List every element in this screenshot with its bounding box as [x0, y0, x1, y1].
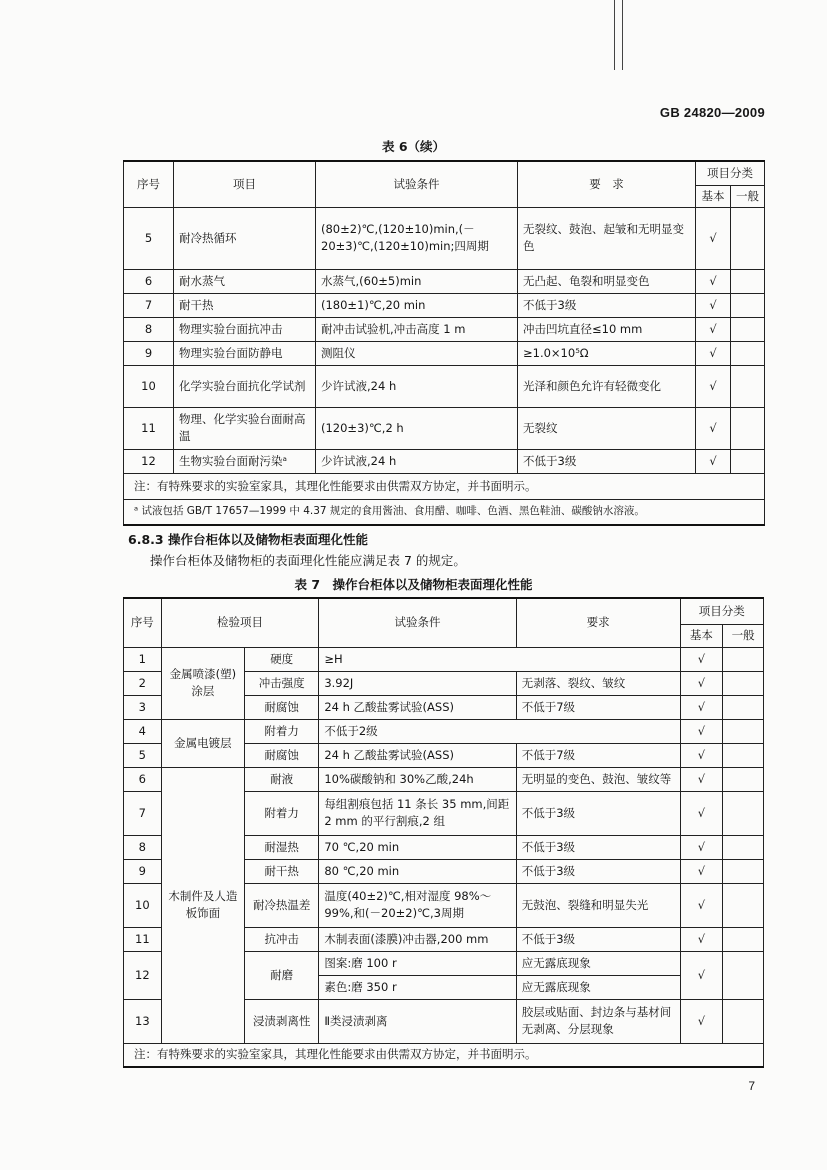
- cell-subitem: 耐腐蚀: [245, 695, 319, 719]
- check-general: [731, 317, 765, 341]
- table-row: [124, 767, 764, 791]
- check-basic: √: [680, 671, 723, 695]
- table-row: [124, 293, 765, 317]
- cell-requirement: 不低于3级: [516, 927, 680, 951]
- table-row: [124, 365, 765, 407]
- col-header-item: 检验项目: [161, 598, 319, 647]
- check-basic: √: [696, 449, 731, 473]
- cell-condition: (180±1)℃,20 min: [316, 293, 518, 317]
- check-basic: √: [696, 293, 731, 317]
- check-basic: √: [680, 743, 723, 767]
- cell-no: 1: [124, 647, 162, 671]
- check-general: [731, 207, 765, 269]
- cell-requirement: 不低于7级: [516, 743, 680, 767]
- cell-requirement: 无裂纹: [518, 407, 696, 449]
- cell-no: 12: [124, 951, 162, 999]
- check-basic: √: [696, 317, 731, 341]
- check-general: [723, 719, 764, 743]
- cell-no: 7: [124, 293, 174, 317]
- col-header-no: 序号: [124, 598, 162, 647]
- cell-condition: 不低于2级: [319, 719, 680, 743]
- cell-condition: 温度(40±2)℃,相对湿度 98%～99%,和(－20±2)℃,3周期: [319, 883, 516, 927]
- check-general: [723, 791, 764, 835]
- table-row: [124, 317, 765, 341]
- cell-condition: 素色:磨 350 r: [319, 975, 516, 999]
- check-basic: √: [680, 719, 723, 743]
- cell-no: 10: [124, 365, 174, 407]
- table-row: [124, 341, 765, 365]
- cell-condition: 80 ℃,20 min: [319, 859, 516, 883]
- cell-no: 9: [124, 341, 174, 365]
- col-header-category: 项目分类: [680, 598, 763, 624]
- col-header-requirement: 要 求: [518, 161, 696, 207]
- cell-requirement: 无鼓泡、裂缝和明显失光: [516, 883, 680, 927]
- check-general: [731, 449, 765, 473]
- col-header-item: 项目: [174, 161, 316, 207]
- cell-no: 6: [124, 767, 162, 791]
- check-general: [723, 999, 764, 1043]
- table6-note: 注：有特殊要求的实验室家具，其理化性能要求由供需双方协定，并书面明示。: [124, 473, 765, 499]
- cell-item: 生物实验台面耐污染ᵃ: [174, 449, 316, 473]
- table-row: [124, 207, 765, 269]
- check-general: [723, 951, 764, 999]
- check-basic: √: [680, 695, 723, 719]
- scan-edge-line: [614, 0, 615, 70]
- table7-note: 注：有特殊要求的实验室家具，其理化性能要求由供需双方协定，并书面明示。: [124, 1043, 764, 1067]
- cell-condition: 24 h 乙酸盐雾试验(ASS): [319, 743, 516, 767]
- cell-no: 5: [124, 743, 162, 767]
- check-basic: √: [680, 951, 723, 999]
- group-metal-spray: 金属喷漆(塑)涂层: [161, 647, 244, 719]
- table-row: [124, 449, 765, 473]
- table-row: [124, 647, 764, 671]
- cell-no: 8: [124, 835, 162, 859]
- cell-condition: 少许试液,24 h: [316, 449, 518, 473]
- cell-subitem: 耐液: [245, 767, 319, 791]
- col-header-category: 项目分类: [696, 161, 765, 185]
- page-number: 7: [748, 1079, 755, 1093]
- check-general: [731, 407, 765, 449]
- cell-condition: 70 ℃,20 min: [319, 835, 516, 859]
- cell-condition: 10%碳酸钠和 30%乙酸,24h: [319, 767, 516, 791]
- cell-no: 13: [124, 999, 162, 1043]
- cell-item: 物理、化学实验台面耐高温: [174, 407, 316, 449]
- cell-requirement: 不低于3级: [516, 791, 680, 835]
- check-general: [731, 341, 765, 365]
- cell-no: 5: [124, 207, 174, 269]
- cell-condition: 测阻仪: [316, 341, 518, 365]
- check-general: [723, 743, 764, 767]
- cell-condition: 少许试液,24 h: [316, 365, 518, 407]
- col-header-condition: 试验条件: [319, 598, 516, 647]
- cell-condition: 3.92J: [319, 671, 516, 695]
- table6-caption: 表 6（续）: [381, 139, 446, 154]
- col-header-general: 一般: [731, 185, 765, 207]
- check-general: [723, 767, 764, 791]
- cell-subitem: 耐磨: [245, 951, 319, 999]
- group-metal-plating: 金属电镀层: [161, 719, 244, 767]
- group-wood: 木制件及人造板饰面: [161, 767, 244, 1043]
- cell-requirement: 不低于7级: [516, 695, 680, 719]
- cell-no: 10: [124, 883, 162, 927]
- check-basic: √: [696, 207, 731, 269]
- cell-subitem: 耐干热: [245, 859, 319, 883]
- cell-requirement: 无剥落、裂纹、皱纹: [516, 671, 680, 695]
- cell-item: 耐干热: [174, 293, 316, 317]
- cell-requirement: 胶层或贴面、封边条与基材间无剥离、分层现象: [516, 999, 680, 1043]
- col-header-basic: 基本: [680, 624, 723, 647]
- check-general: [723, 883, 764, 927]
- scan-edge-line: [622, 0, 623, 70]
- check-general: [723, 927, 764, 951]
- table-row: [124, 407, 765, 449]
- cell-condition: 图案:磨 100 r: [319, 951, 516, 975]
- cell-subitem: 耐腐蚀: [245, 743, 319, 767]
- cell-no: 6: [124, 269, 174, 293]
- check-basic: √: [680, 859, 723, 883]
- check-basic: √: [696, 269, 731, 293]
- cell-no: 4: [124, 719, 162, 743]
- cell-requirement: 光泽和颜色允许有轻微变化: [518, 365, 696, 407]
- check-general: [731, 293, 765, 317]
- standard-number: GB 24820—2009: [659, 105, 765, 120]
- cell-condition: 每组割痕包括 11 条长 35 mm,间距 2 mm 的平行割痕,2 组: [319, 791, 516, 835]
- col-header-no: 序号: [124, 161, 174, 207]
- cell-condition: 水蒸气,(60±5)min: [316, 269, 518, 293]
- cell-requirement: 不低于3级: [516, 835, 680, 859]
- col-header-requirement: 要求: [516, 598, 680, 647]
- cell-requirement: 应无露底现象: [516, 951, 680, 975]
- table7: [123, 597, 764, 1068]
- cell-requirement: 应无露底现象: [516, 975, 680, 999]
- cell-no: 2: [124, 671, 162, 695]
- check-basic: √: [680, 791, 723, 835]
- cell-no: 11: [124, 927, 162, 951]
- check-general: [723, 647, 764, 671]
- col-header-general: 一般: [723, 624, 764, 647]
- cell-item: 物理实验台面防静电: [174, 341, 316, 365]
- cell-requirement: 不低于3级: [516, 859, 680, 883]
- check-basic: √: [680, 647, 723, 671]
- cell-item: 物理实验台面抗冲击: [174, 317, 316, 341]
- cell-item: 耐水蒸气: [174, 269, 316, 293]
- cell-item: 耐冷热循环: [174, 207, 316, 269]
- cell-condition: 耐冲击试验机,冲击高度 1 m: [316, 317, 518, 341]
- col-header-condition: 试验条件: [316, 161, 518, 207]
- check-basic: √: [680, 883, 723, 927]
- check-basic: √: [680, 835, 723, 859]
- section-paragraph: 操作台柜体及储物柜的表面理化性能应满足表 7 的规定。: [150, 553, 466, 568]
- check-general: [723, 859, 764, 883]
- cell-condition: (80±2)℃,(120±10)min,(－20±3)℃,(120±10)min;四周期: [316, 207, 518, 269]
- cell-subitem: 附着力: [245, 791, 319, 835]
- table7-caption: 表 7 操作台柜体以及储物柜表面理化性能: [294, 577, 533, 592]
- cell-condition: 木制表面(漆膜)冲击器,200 mm: [319, 927, 516, 951]
- table6: [123, 160, 765, 526]
- table6-footnote: ᵃ 试液包括 GB/T 17657—1999 中 4.37 规定的食用酱油、食用醋、咖啡、色酒、黑色鞋油、碳酸钠水溶液。: [124, 499, 765, 525]
- col-header-basic: 基本: [696, 185, 731, 207]
- cell-requirement: 无凸起、龟裂和明显变色: [518, 269, 696, 293]
- cell-condition: 24 h 乙酸盐雾试验(ASS): [319, 695, 516, 719]
- cell-subitem: 硬度: [245, 647, 319, 671]
- check-general: [731, 269, 765, 293]
- check-basic: √: [696, 341, 731, 365]
- check-basic: √: [680, 999, 723, 1043]
- cell-subitem: 冲击强度: [245, 671, 319, 695]
- cell-requirement: 不低于3级: [518, 293, 696, 317]
- cell-subitem: 附着力: [245, 719, 319, 743]
- cell-condition: Ⅱ类浸渍剥离: [319, 999, 516, 1043]
- check-basic: √: [680, 767, 723, 791]
- table-row: [124, 269, 765, 293]
- cell-no: 7: [124, 791, 162, 835]
- table-row: [124, 719, 764, 743]
- cell-requirement: 无明显的变色、鼓泡、皱纹等: [516, 767, 680, 791]
- check-general: [723, 695, 764, 719]
- cell-item: 化学实验台面抗化学试剂: [174, 365, 316, 407]
- cell-condition: (120±3)℃,2 h: [316, 407, 518, 449]
- check-general: [723, 835, 764, 859]
- cell-subitem: 耐湿热: [245, 835, 319, 859]
- check-general: [723, 671, 764, 695]
- cell-subitem: 浸渍剥离性: [245, 999, 319, 1043]
- cell-no: 8: [124, 317, 174, 341]
- cell-subitem: 抗冲击: [245, 927, 319, 951]
- cell-no: 11: [124, 407, 174, 449]
- cell-condition: ≥H: [319, 647, 680, 671]
- cell-no: 3: [124, 695, 162, 719]
- cell-no: 12: [124, 449, 174, 473]
- cell-no: 9: [124, 859, 162, 883]
- check-basic: √: [696, 365, 731, 407]
- cell-requirement: 不低于3级: [518, 449, 696, 473]
- check-general: [731, 365, 765, 407]
- cell-requirement: 无裂纹、鼓泡、起皱和无明显变色: [518, 207, 696, 269]
- cell-requirement: ≥1.0×10⁵Ω: [518, 341, 696, 365]
- check-basic: √: [680, 927, 723, 951]
- check-basic: √: [696, 407, 731, 449]
- section-heading: 6.8.3 操作台柜体以及储物柜表面理化性能: [128, 532, 368, 547]
- cell-subitem: 耐冷热温差: [245, 883, 319, 927]
- cell-requirement: 冲击凹坑直径≤10 mm: [518, 317, 696, 341]
